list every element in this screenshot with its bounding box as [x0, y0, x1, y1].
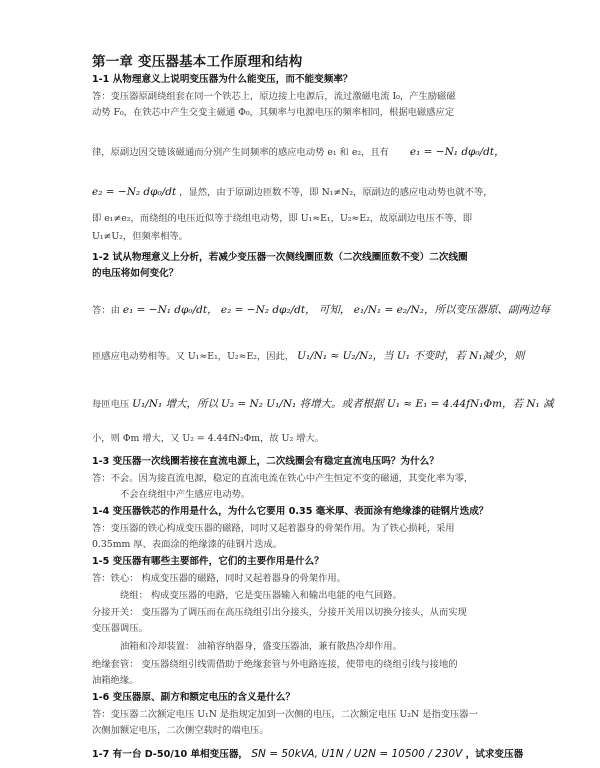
- answer-1-2-line-2-eq: U₁/N₁ ≈ U₂/N₂，当 U₁ 不变时，若 N₁减少，则: [297, 350, 525, 362]
- question-1-2-line-1: 1-2 试从物理意义上分析，若减少变压器一次侧线圈匝数（二次线圈匝数不变）二次线圈: [92, 252, 468, 263]
- answer-1-5-line-5: 油箱和冷却装置： 油箱容纳器身，盛变压器油，兼有散热冷却作用。: [120, 641, 402, 652]
- question-1-5: 1-5 变压器有哪些主要部件，它们的主要作用是什么？: [92, 556, 324, 567]
- answer-1-1-line-4-text: ，显然，由于原副边匝数不等，即 N₁≠N₂，原副边的感应电动势也就不等，: [179, 187, 493, 198]
- answer-1-6-line-2: 次侧加额定电压，二次侧空载时的端电压。: [92, 725, 269, 736]
- answer-1-2-line-4: 小，则 Φm 增大，又 U₂ = 4.44fN₂Φm，故 U₂ 增大。: [92, 433, 325, 444]
- chapter-title: 第一章 变压器基本工作原理和结构: [92, 54, 303, 70]
- answer-1-2-line-1-lead: 答：由: [92, 305, 120, 316]
- answer-1-5-line-3: 分接开关： 变压器为了调压而在高压绕组引出分接头，分接开关用以切换分接头，从而实现: [92, 607, 467, 618]
- answer-1-1-line-1: 答：变压器原副绕组套在同一个铁芯上，原边接上电源后，流过激磁电流 I₀，产生励磁磁: [92, 91, 456, 102]
- answer-1-2-line-3-eq2: U₂ = N₂ U₁/N₁ 将增大。或者根据 U₁ ≈ E₁ = 4.44fN₁Φm，若 N₁ 减: [220, 398, 554, 410]
- answer-1-2-line-1: [92, 304, 550, 317]
- question-1-7-lead: 1-7 有一台 D-50/10 单相变压器，: [92, 749, 249, 760]
- question-1-3: 1-3 变压器一次线圈若接在直流电源上，二次线圈会有稳定直流电压吗？为什么？: [92, 456, 439, 467]
- answer-1-4-line-1: 答：变压器的铁心构成变压器的磁路，同时又起着器身的骨架作用。为了铁心损耗，采用: [92, 523, 455, 534]
- answer-1-5-line-2: 绕组： 构成变压器的电路，它是变压器输入和输出电能的电气回路。: [120, 590, 402, 601]
- question-1-7-formula: SN = 50kVA, U1N / U2N = 10500 / 230V: [251, 748, 463, 760]
- answer-1-2-line-2-lead: 匝感应电动势相等。又 U₁≈E₁，U₂≈E₂，因此，: [92, 351, 295, 362]
- answer-1-5-line-7: 油箱绝缘。: [92, 675, 139, 686]
- answer-1-5-line-1: 答：铁心： 构成变压器的磁路，同时又起着器身的骨架作用。: [92, 573, 346, 584]
- question-1-1: 1-1 从物理意义上说明变压器为什么能变压，而不能变频率？: [92, 74, 353, 85]
- answer-1-1-line-3-text: 律，原副边因交链该磁通而分别产生同频率的感应电动势 e₁ 和 e₂，且有: [92, 147, 389, 158]
- answer-1-1-line-4: [92, 186, 518, 199]
- answer-1-1-line-2: 动势 F₀，在铁芯中产生交变主磁通 Φ₀，其频率与电源电压的频率相同，根据电磁感应定: [92, 107, 455, 118]
- answer-1-1-line-3: [92, 146, 518, 159]
- question-1-4: 1-4 变压器铁芯的作用是什么，为什么它要用 0.35 毫米厚、表面涂有绝缘漆的硅钢片迭成？: [92, 506, 489, 517]
- answer-1-1-line-6: U₁≠U₂，但频率相等。: [92, 231, 188, 242]
- answer-1-6-line-1: 答：变压器二次额定电压 U₁N 是指规定加到一次侧的电压，二次额定电压 U₂N 是指变压器一: [92, 709, 478, 720]
- answer-1-2-line-3-eq1: U₁/N₁ 增大，所以: [132, 398, 219, 410]
- answer-1-2-line-2: [92, 350, 525, 363]
- question-1-7-tail: ，试求变压器: [465, 749, 524, 760]
- equation-e2: e₂ = −N₂ dφ₀/dt: [92, 186, 177, 198]
- answer-1-2-line-1-eq: e₁ = −N₁ dφ₀/dt， e₂ = −N₂ dφ₂/dt， 可知， e₁/N₁ = e₂/N₂，所以变压器原、副两边每: [122, 304, 550, 316]
- answer-1-5-line-6: 绝缘套管： 变压器绕组引线需借助于绝缘套管与外电路连接，使带电的绕组引线与接地的: [92, 659, 458, 670]
- answer-1-4-line-2: 0.35mm 厚、表面涂的绝缘漆的硅钢片迭成。: [92, 539, 283, 550]
- answer-1-1-line-5: 即 e₁≠e₂，而绕组的电压近似等于绕组电动势，即 U₁≈E₁，U₂≈E₂，故原副边电压不等，即: [92, 213, 473, 224]
- answer-1-3-line-1: 答：不会。因为接直流电源，稳定的直流电流在铁心中产生恒定不变的磁通，其变化率为零，: [92, 473, 474, 484]
- answer-1-3-line-2: 不会在绕组中产生感应电动势。: [120, 489, 251, 500]
- answer-1-2-line-3-lead: 每匝电压: [92, 399, 130, 410]
- answer-1-2-line-3: [92, 398, 554, 411]
- question-1-6: 1-6 变压器原、副方和额定电压的含义是什么？: [92, 692, 295, 703]
- answer-1-5-line-4: 变压器调压。: [92, 623, 148, 634]
- question-1-7: [92, 746, 532, 763]
- question-1-2-line-2: 的电压将如何变化？: [92, 268, 179, 279]
- equation-e1: e₁ = −N₁ dφ₀/dt，: [409, 146, 505, 158]
